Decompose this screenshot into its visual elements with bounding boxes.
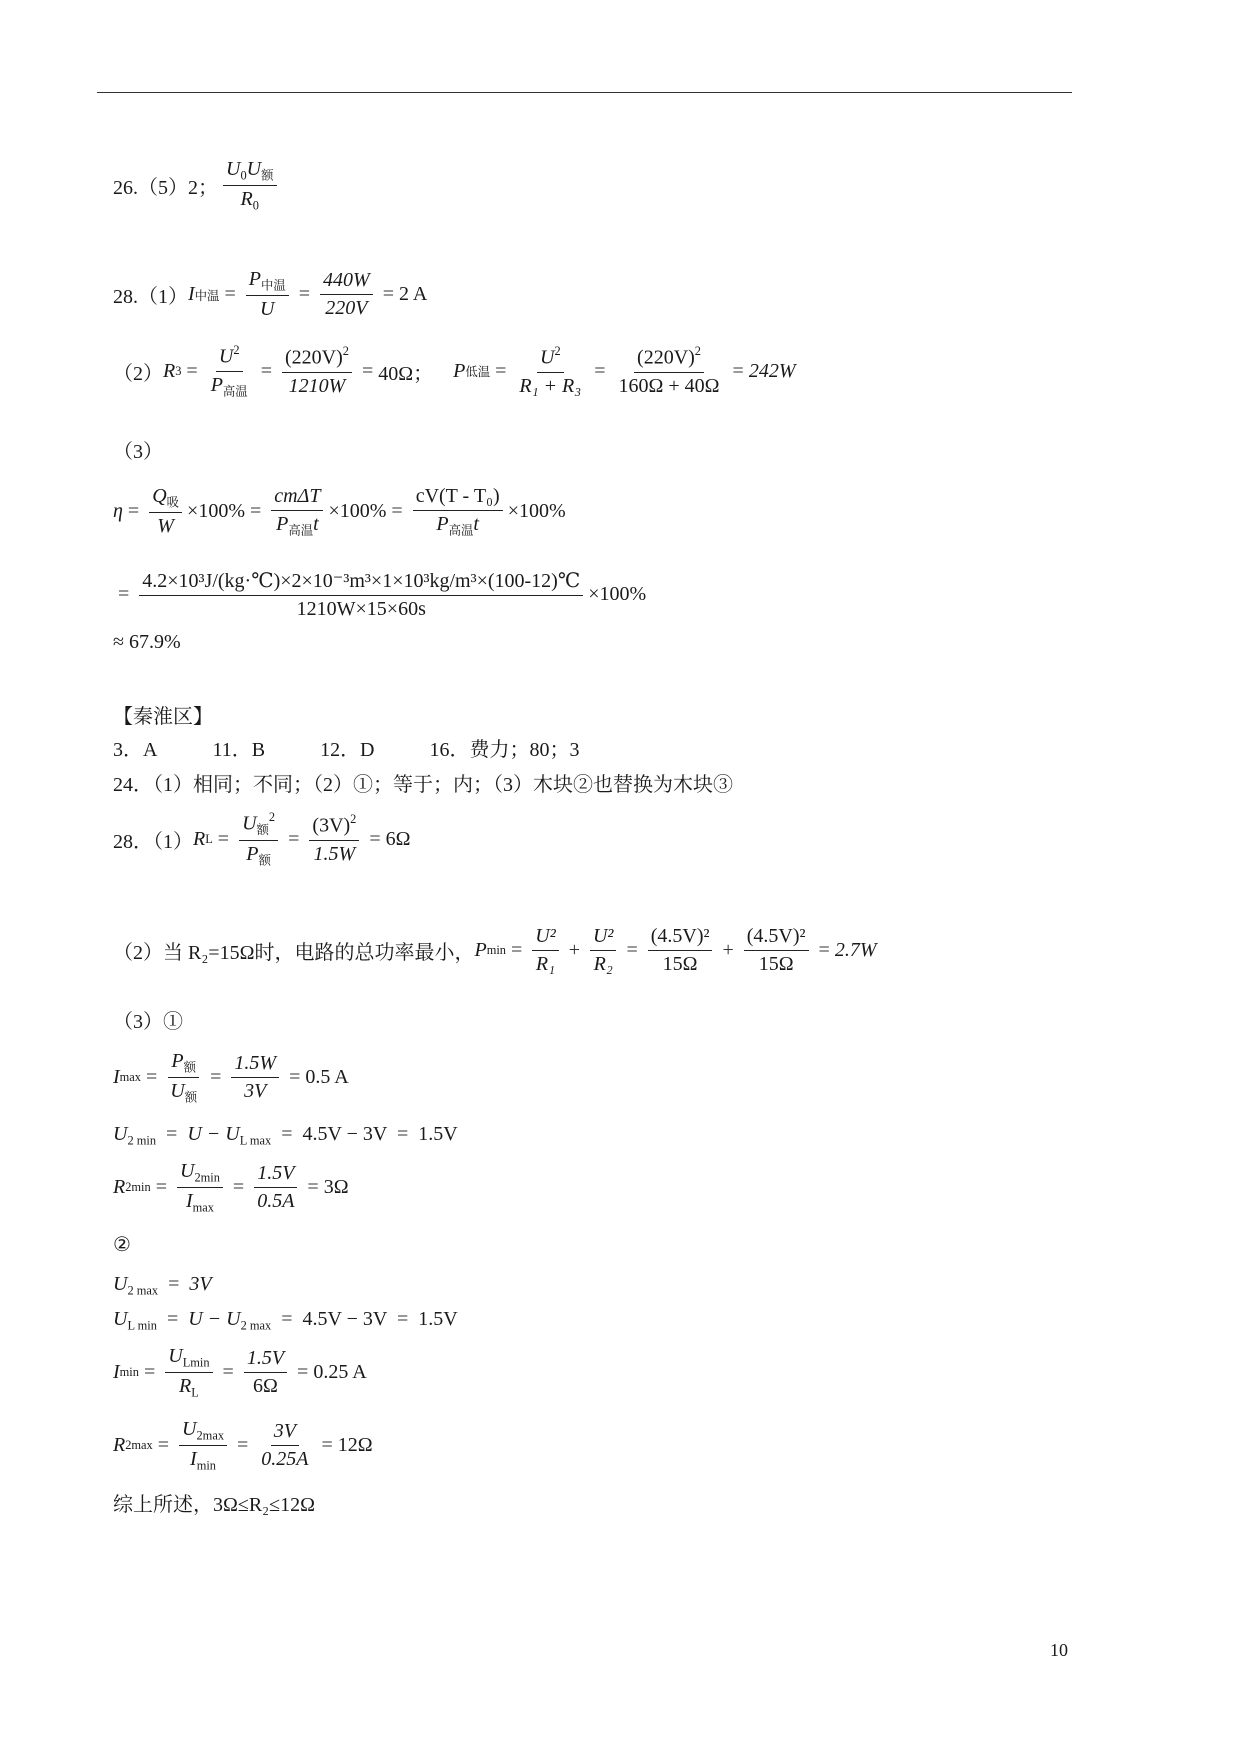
q28-3-eta-line: η = $\frac{Q_吸}{W}$ ×100% = $\frac{\text{cmΔT}}{P_{高温}t}$ ×100% = $\frac{\text{cV(T - T₀)}}{P_{高温}t}$ ×100% bbox=[113, 485, 566, 538]
q28-2-line: （2） R 3 = $\frac{U^2}{P_{高温}}$ = $\frac{(220V)^2}{1210W}$ = 40Ω； P 低温 = $\frac{U^2}{\text{R₁ + R₃}}$ = $\frac{(220V)^2}{160\Omega + 40\Omega}$ = 242W bbox=[113, 343, 796, 398]
imax-line: I max = $\frac{P_额}{U_额}$ = $\frac{1.5W}{3V}$ = 0.5 A bbox=[113, 1050, 349, 1105]
q28-3-big-line: = $\frac{\text{4.2×10³J/(kg·℃)×2×10⁻³m³×1×10³kg/m³×(100-12)℃}}{1210W\times 15\times 60s}$ ×100% bbox=[118, 570, 647, 620]
imin-line: I min = $\frac{U_{Lmin}}{R_L}$ = $\frac{1.5V}{6\Omega}$ = 0.25 A bbox=[113, 1345, 367, 1400]
label-two: ② bbox=[113, 1234, 131, 1256]
q26-line bbox=[113, 158, 282, 214]
q26-fraction: $\frac{U_0U_额}{R_0}$ bbox=[223, 158, 277, 214]
conclusion: 综上所述，3Ω≤R₂≤12Ω bbox=[113, 1494, 315, 1516]
u2max-line: $U_{2 max} = 3V$ bbox=[113, 1273, 212, 1298]
q28-1-label: 28.（1） bbox=[113, 286, 188, 309]
q28-3-approx: ≈ 67.9% bbox=[113, 631, 181, 653]
page-number: 10 bbox=[1050, 1640, 1068, 1660]
q28-3-label: （3） bbox=[113, 441, 163, 463]
u2min-line: $U_{2 min} = U - U_{L max} = 4.5V - 3V = 1.5V$ bbox=[113, 1123, 458, 1148]
r2max-line: R 2max = $\frac{U_{2max}}{I_{min}}$ = $\frac{3V}{0.25A}$ = 12Ω bbox=[113, 1418, 373, 1473]
ulmin-line: $U_{L min} = U - U_{2 max} = 4.5V - 3V = 1.5V$ bbox=[113, 1308, 458, 1333]
r2min-line: R 2min = $\frac{U_{2min}}{I_{max}}$ = $\frac{1.5V}{0.5A}$ = 3Ω bbox=[113, 1160, 349, 1215]
q28-1-line: 28.（1） I 中温 = $\frac{P_{中温}}{U}$ = $\frac{440W}{220V}$ = 2 A bbox=[113, 268, 428, 321]
q26-label: 26.（5）2； bbox=[113, 177, 218, 200]
q28-1-frac2: $\frac{440W}{220V}$ bbox=[320, 269, 373, 320]
qh-28-1-line: 28．（1） R L = $\frac{U_额^2}{P_额}$ = $\frac{(3V)^2}{1.5W}$ = 6Ω bbox=[113, 810, 411, 868]
q24-line: 24．（1）相同；不同；（2）①；等于；内；（3）木块②也替换为木块③ bbox=[113, 774, 733, 796]
q28-1-frac1: $\frac{P_{中温}}{U}$ bbox=[246, 268, 289, 321]
header-rule bbox=[97, 92, 1072, 93]
qh-28-3-label: （3）① bbox=[113, 1011, 183, 1033]
answers-line: 3．A 11．B 12．D 16．费力；80；3 bbox=[113, 739, 580, 761]
q28-1-result: 2 A bbox=[398, 283, 428, 306]
section-header: 【秦淮区】 bbox=[113, 706, 213, 728]
qh-28-2-line: （2）当 R₂=15Ω时，电路的总功率最小， P min = $\frac{\text{U²}}{\text{R₁}}$ + $\frac{\text{U²}}{\text{R₂}}$ = $\frac{\text{(4.5V)²}}{15\Omega}$ + $\frac{\text{(4.5V)²}}{15\Omega}$ = 2.7W bbox=[113, 925, 877, 975]
